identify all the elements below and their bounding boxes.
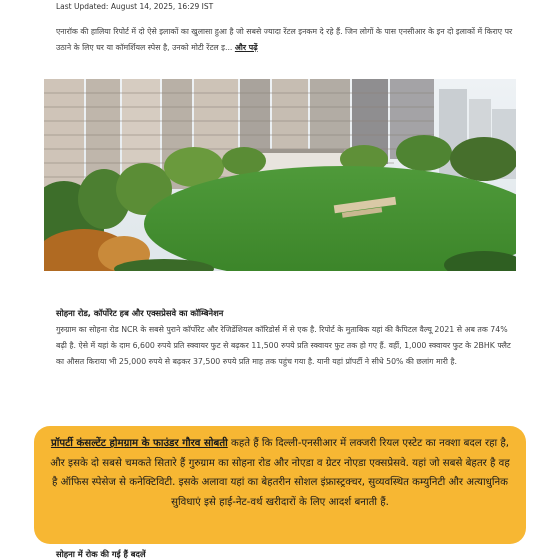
last-updated-timestamp: Last Updated: August 14, 2025, 16:29 IST xyxy=(56,2,214,11)
residential-towers-image xyxy=(44,79,516,271)
section-paragraph: गुरुग्राम का सोहना रोड NCR के सबसे पुराने कॉर्पोरेट और रेजिडेंशियल कॉरिडोर्स में से एक है. रिपोर्ट के मुताबिक यहां की कैपिटल वैल्यू 2021 से अब तक 74% बढ़ी है. ऐसे में यहां के दाम 6,600 रुपये प्रति स्क्वायर फुट से बढ़कर 11,500 रुपये प्रति स्क्वायर फुट तक हो गए हैं. वहीं, 1,000 स्क्वायर फुट के 2BHK फ्लैट का औसत किराया भी 25,000 रुपये से बढ़कर 37,500 रुपये प्रति माह तक पहुंच गया है. यानी यहां प्रॉपर्टी ने सीधे 50% की छलांग मारी है. xyxy=(56,325,511,366)
intro-text: एनारॉक की हालिया रिपोर्ट में दो ऐसे इलाकों का खुलासा हुआ है जो सबसे ज्यादा रेंटल इनकम दे रहे हैं. जिन लोगों के पास एनसीआर के इन दो इलाकों में किराए पर उठाने के लिए घर या कॉमर्शियल स्पेस है, उनको मोटी रेंटल इ... xyxy=(56,27,513,52)
section-heading: सोहना रोड, कॉर्पोरेट हब और एक्सप्रेसवे का कॉम्बिनेशन xyxy=(56,308,224,318)
article-intro xyxy=(56,24,516,56)
callout-lead: प्रॉपर्टी कंसल्टेंट होमग्राम के फाउंडर गौरव सोबती xyxy=(50,438,228,449)
read-more-link[interactable]: और पढ़ें xyxy=(234,43,258,52)
callout-text: कहते हैं कि दिल्ली-एनसीआर में लक्जरी रियल एस्टेट का नक्शा बदल रहा है, और इसके दो सबसे चमकते सितारे हैं गुरुग्राम का सोहना रोड और नोएडा व ग्रेटर नोएडा एक्सप्रेसवे. यहां जो सबसे बेहतर है वह है ऑफिस स्पेसेज से कनेक्टिविटी. इसके अलावा यहां का बेहतरीन सोशल इंफ्रास्ट्रक्चर, सुव्यवस्थित कम्युनिटी और अत्याधुनिक सुविधाएं इसे हाई-नेट-वर्थ खरीदारों के लिए आदर्श बनाती हैं. xyxy=(50,438,510,508)
article-photo xyxy=(44,79,516,271)
quote-callout xyxy=(34,426,526,544)
next-section-heading: सोहना में रोक की गई हैं बदलें xyxy=(56,549,146,559)
